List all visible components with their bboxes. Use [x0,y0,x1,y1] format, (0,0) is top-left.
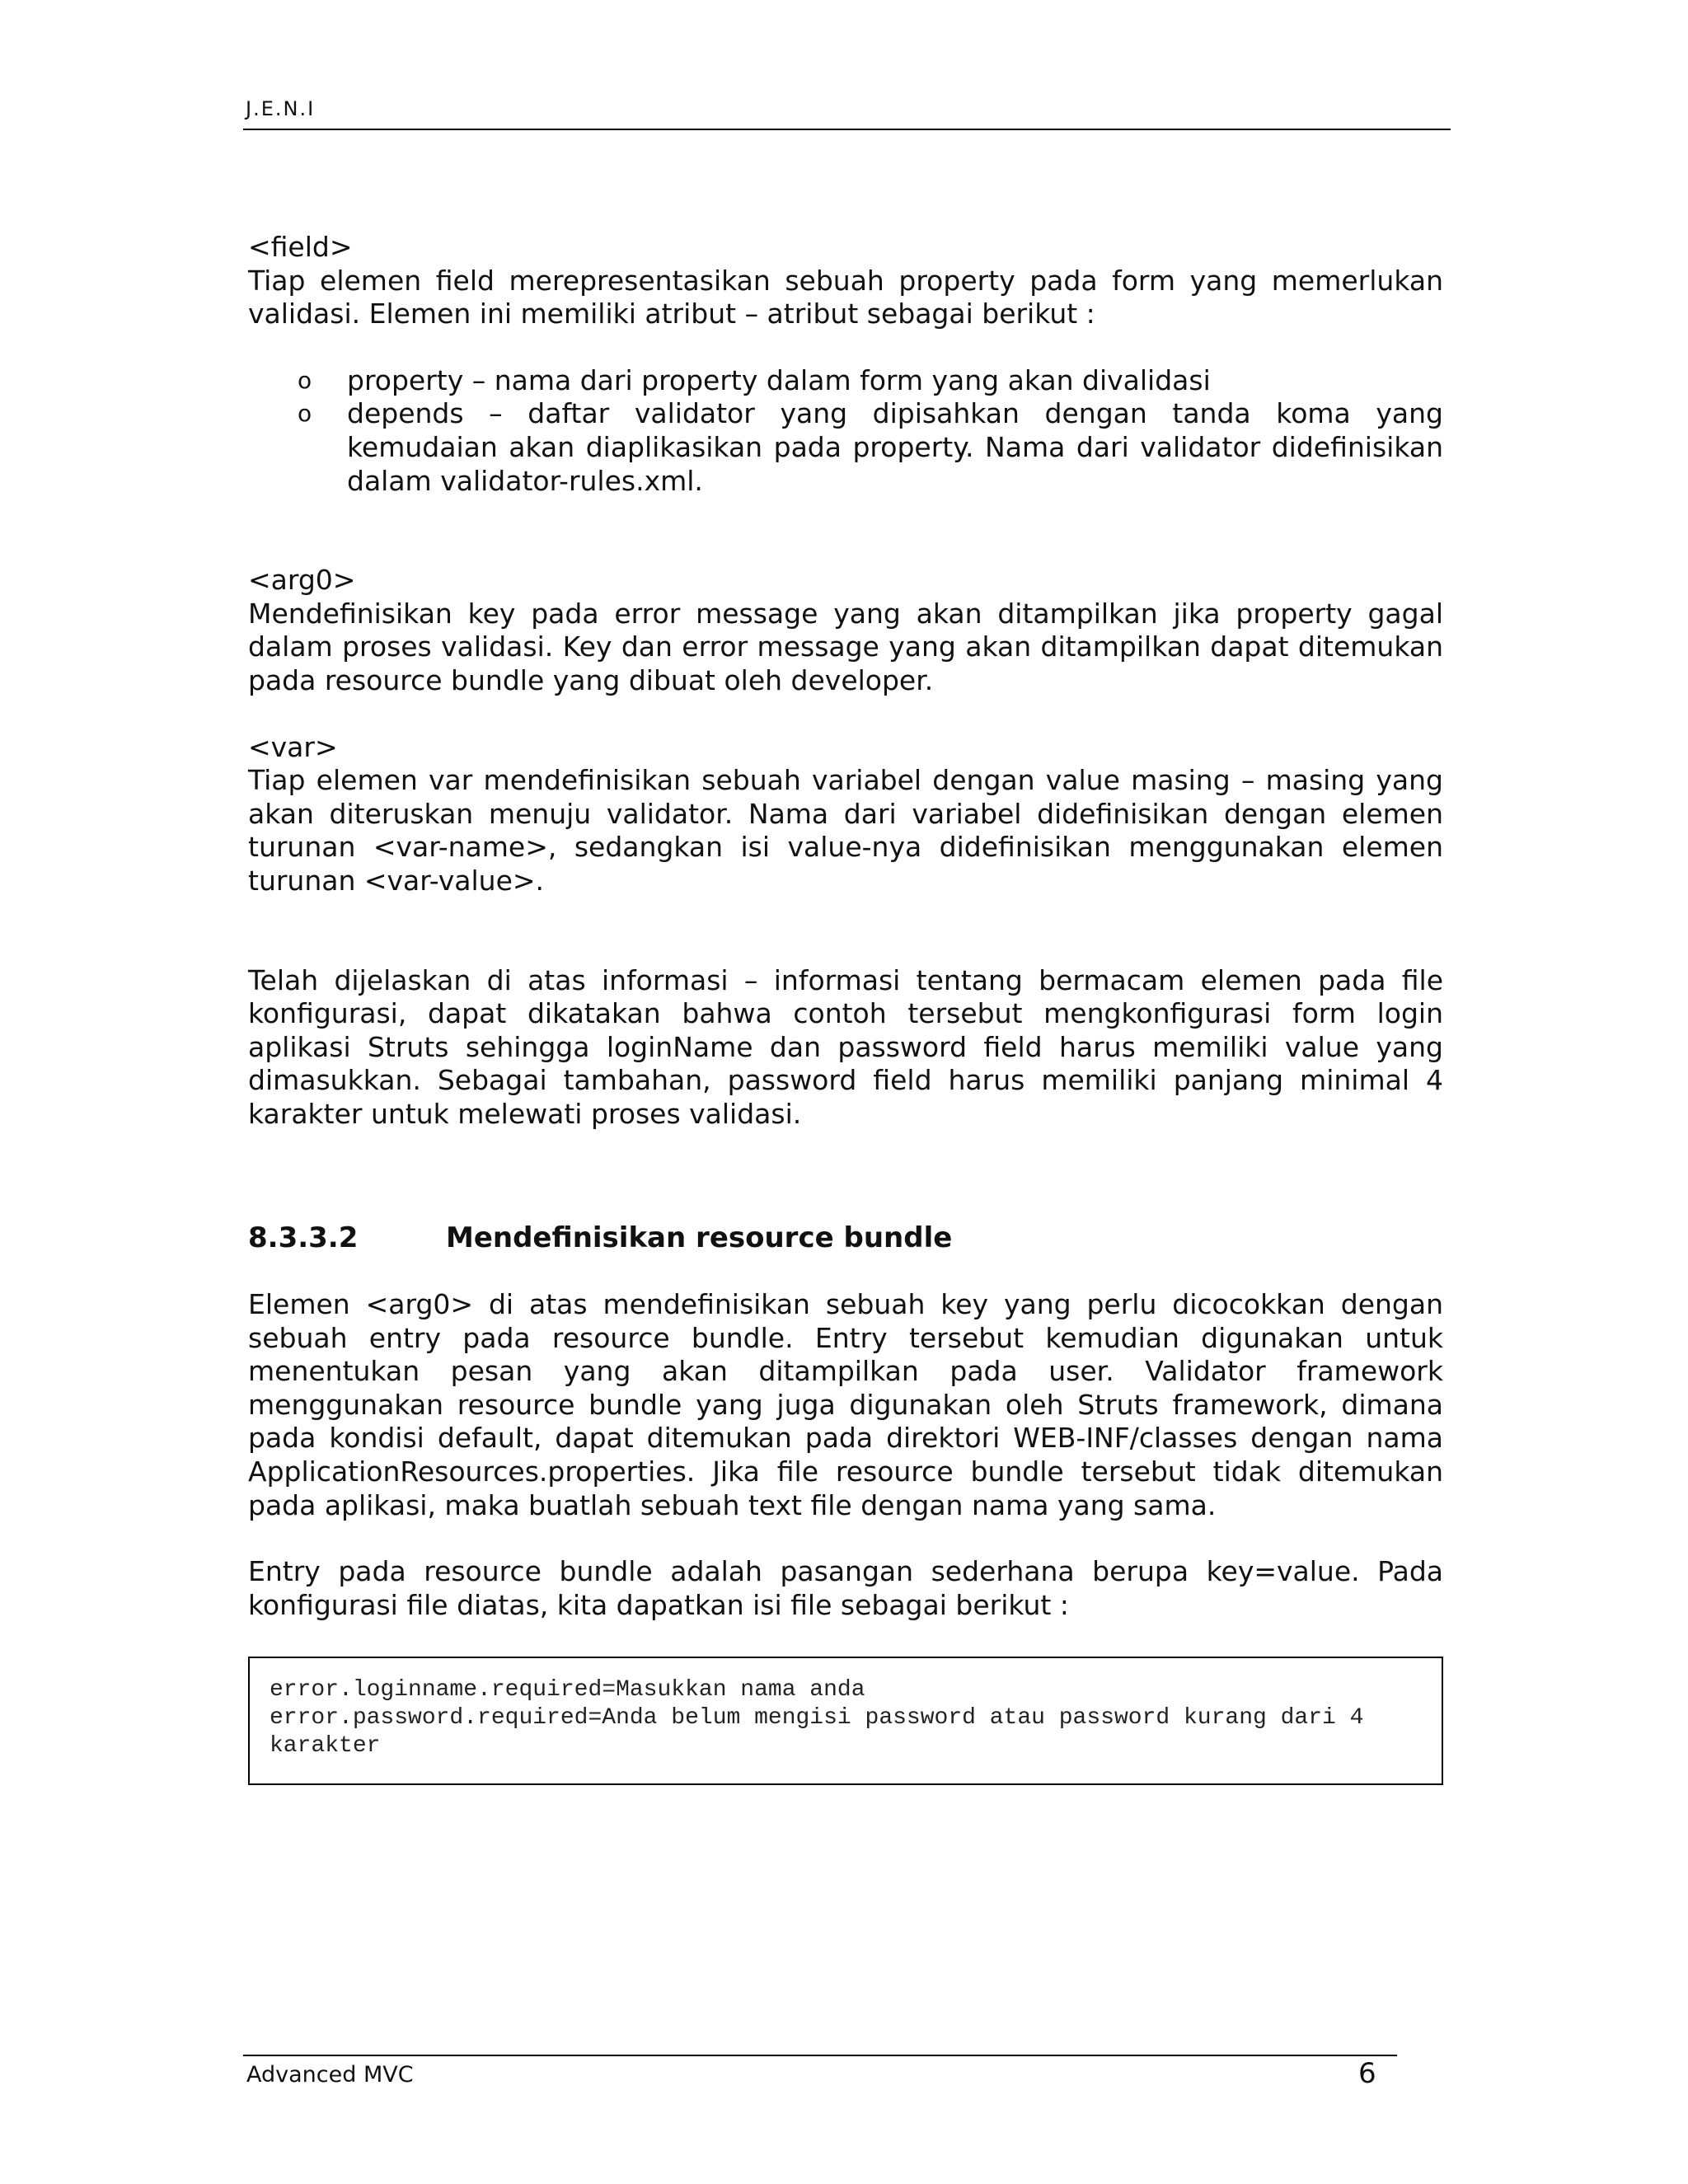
code-line: error.password.required=Anda belum mengisi password atau password kurang dari 4 karakter [270,1705,1378,1760]
list-item [248,397,1443,498]
resource-bundle-paragraph-1: Elemen <arg0> di atas mendefinisikan sebuah key yang perlu dicocokkan dengan sebuah entry pada resource bundle. Entry tersebut kemudian digunakan untuk menentukan pesan yang akan ditampilkan pada user. Validator framework menggunakan resource bundle yang juga digunakan oleh Struts framework, dimana pada kondisi default, dapat ditemukan pada direktori WEB-INF/classes dengan nama ApplicationResources.properties. Jika file resource bundle tersebut tidak ditemukan pada aplikasi, maka buatlah sebuah text file dengan nama yang sama. [248,1288,1443,1521]
list-item-text: depends – daftar validator yang dipisahkan dengan tanda koma yang kemudaian akan diaplikasikan pada property. Nama dari validator didefinisikan dalam validator-rules.xml. [347,397,1443,497]
resource-bundle-paragraph-2: Entry pada resource bundle adalah pasangan sederhana berupa key=value. Pada konfigurasi file diatas, kita dapatkan isi file sebagai berikut : [248,1555,1443,1621]
footer-divider [243,2055,1397,2056]
footer-title: Advanced MVC [246,2062,414,2088]
page-content [248,231,1443,1785]
section-number: 8.3.3.2 [248,1221,359,1255]
header-divider [243,129,1451,130]
page-number: 6 [1358,2057,1376,2090]
arg0-element-title: <arg0> [248,564,356,597]
field-attribute-list [248,364,1443,498]
summary-paragraph: Telah dijelaskan di atas informasi – informasi tentang bermacam elemen pada file konfigurasi, dapat dikatakan bahwa contoh tersebut mengkonfigurasi form login aplikasi Struts sehingga loginName dan password field harus memiliki value yang dimasukkan. Sebagai tambahan, password field harus memiliki panjang minimal 4 karakter untuk melewati proses validasi. [248,963,1443,1130]
code-line: error.loginname.required=Masukkan nama anda [270,1677,865,1704]
field-element-description: Tiap elemen field merepresentasikan sebuah property pada form yang memerlukan validasi. Elemen ini memiliki atribut – atribut sebagai berikut : [248,264,1443,330]
field-element-title: <field> [248,231,353,263]
list-item [248,364,1443,398]
var-element-title: <var> [248,730,338,763]
var-element-description: Tiap elemen var mendefinisikan sebuah variabel dengan value masing – masing yang akan diteruskan menuju validator. Nama dari variabel didefinisikan dengan elemen turunan <var-name>, sedangkan isi value-nya didefinisikan menggunakan elemen turunan <var-value>. [248,764,1443,897]
section-title: Mendefinisikan resource bundle [446,1221,953,1255]
section-heading [248,1221,1443,1255]
code-sample-box [248,1657,1443,1785]
bullet-marker: o [298,400,312,428]
bullet-marker: o [298,366,312,394]
arg0-element-description: Mendefinisikan key pada error message yang akan ditampilkan jika property gagal dalam proses validasi. Key dan error message yang akan ditampilkan dapat ditemukan pada resource bundle yang dibuat oleh developer. [248,597,1443,696]
list-item-text: property – nama dari property dalam form yang akan divalidasi [347,363,1211,396]
page-header-title: J.E.N.I [246,97,316,120]
